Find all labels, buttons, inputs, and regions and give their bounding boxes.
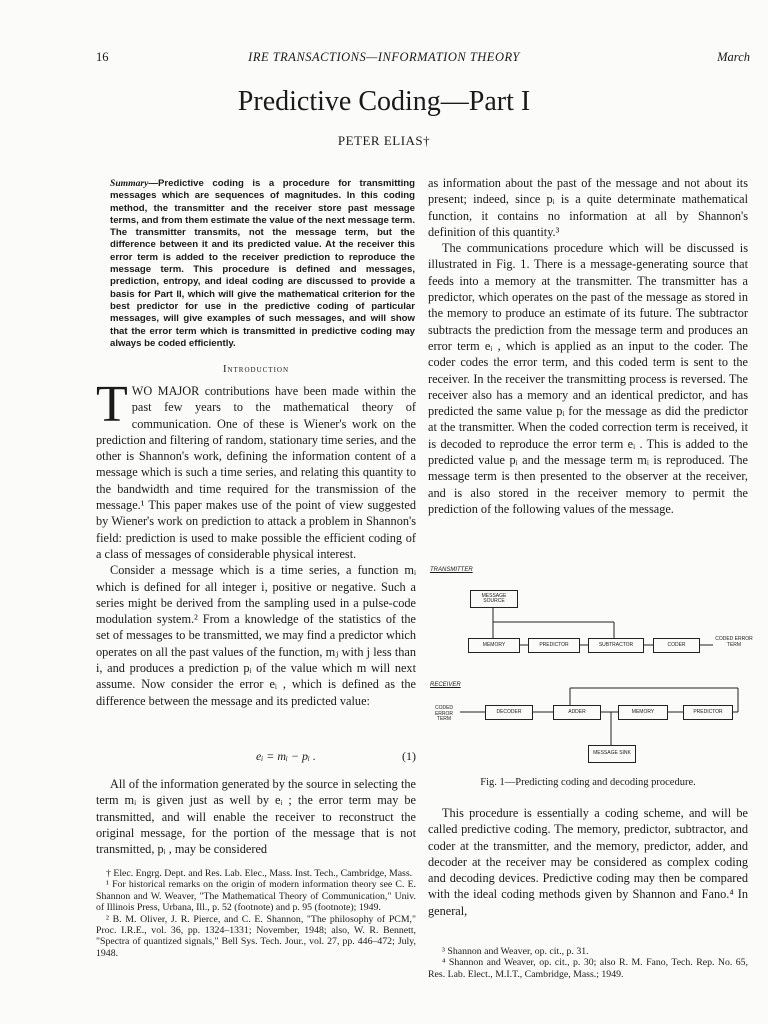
journal-header: IRE TRANSACTIONS—INFORMATION THEORY: [248, 50, 520, 64]
receiver-predictor-box: PREDICTOR: [683, 705, 733, 720]
footnote-1: ¹ For historical remarks on the origin of modern information theory see C. E. Shannon and W. Weaver, "The Mathematical Theory of Communication," Univ. of Illinois Press, Urbana, Ill., p. 52 (footnote) and p. 95 (footnote); 1949.: [96, 879, 416, 914]
footnote-dagger: † Elec. Engrg. Dept. and Res. Lab. Elec., Mass. Inst. Tech., Cambridge, Mass.: [106, 868, 413, 879]
right-paragraph-2: The communications procedure which will be discussed is illustrated in Fig. 1. There is a message-generating source that feeds into a memory at the transmitter. The transmitter has a predictor, which operates on the past of the message as stored in the memory to produce an estimate of its future. The subtractor subtracts the prediction from the message term and produces an error term eᵢ , which is applied as an input to the coder. The coder codes the error term, and this coded term is sent to the receiver. In the receiver the transmitting process is reversed. The receiver also has a memory and an identical predictor, and has predicted the same value pᵢ for the message as did the predictor at the transmitter. When the coded correction term is received, it is decoded to reproduce the error term eᵢ . This is added to the predicted value pᵢ and the message term mᵢ is reproduced. The message term is then presented to the observer at the receiver, and is also stored in the receiver memory to permit the prediction of the following values of the message.: [428, 241, 748, 516]
equation-number: (1): [402, 749, 416, 763]
issue-month: March: [717, 50, 750, 64]
summary-lead: Summary: [110, 178, 149, 189]
footnotes-right: [428, 946, 748, 980]
decoder-box: DECODER: [485, 705, 533, 720]
footnote-4: ⁴ Shannon and Weaver, op. cit., p. 30; also R. M. Fano, Tech. Rep. No. 65, Res. Lab. Elect., M.I.T., Cambridge, Mass.; 1949.: [428, 957, 748, 980]
figure-1-diagram: [428, 562, 758, 772]
right-paragraph-1: as information about the past of the message and not about its present; indeed, since pᵢ is a quite determinate mathematical function, it contains no information at all by Shannon's definition of this quantity.³: [428, 176, 748, 239]
receiver-memory-box: MEMORY: [618, 705, 668, 720]
coded-error-output: CODED ERROR TERM: [715, 636, 753, 648]
predictor-box: PREDICTOR: [528, 638, 580, 653]
dropcap-letter: T: [96, 376, 128, 433]
paper-title: Predictive Coding—Part I: [237, 86, 531, 117]
equation-expression: eᵢ = mᵢ − pᵢ .: [256, 749, 316, 763]
right-column-text: [428, 175, 748, 517]
left-paragraph-3: [96, 776, 416, 857]
coded-error-input: CODED ERROR TERM: [434, 705, 454, 722]
intro-text: [96, 376, 416, 709]
section-heading: Introduction: [222, 364, 290, 375]
author-name: PETER ELIAS†: [337, 133, 431, 148]
message-source-box: MESSAGE SOURCE: [470, 590, 518, 608]
adder-box: ADDER: [553, 705, 601, 720]
summary-text: —Predictive coding is a procedure for transmitting messages which are sequences of magnitudes. In this coding method, the transmitter and the receiver store past message terms, and from them estimate the value of the next message term. The transmitter transmits, not the message term, but the difference between it and its predicted value. At the receiver this error term is added to the receiver prediction to reproduce the message term. This procedure is defined and messages, prediction, entropy, and ideal coding are discussed to provide a basis for Part II, which will give the mathematical criterion for the best predictor for use in the predictive coding of particular messages, will give examples of such messages, and will show that the error term which is transmitted in predictive coding may always be coded efficiently.: [110, 178, 415, 349]
page-number: 16: [96, 50, 109, 64]
figure-caption: Fig. 1—Predicting coding and decoding procedure.: [480, 777, 696, 788]
right-paragraph-3-block: [428, 805, 748, 919]
message-sink-box: MESSAGE SINK: [588, 745, 636, 763]
footnote-2: ² B. M. Oliver, J. R. Pierce, and C. E. Shannon, "The philosophy of PCM," Proc. I.R.E., vol. 36, pp. 1324–1331; November, 1948; also, W. R. Bennett, "Spectra of quantized signals," Bell Sys. Tech. Jour., vol. 27, pp. 446–472; July, 1948.: [96, 913, 416, 959]
right-paragraph-3: This procedure is essentially a coding scheme, and will be called predictive coding. The memory, predictor, subtractor, and coder at the transmitter, and the memory, predictor, adder, and decoder at the receiver may be considered as complex coding and decoding devices. Predictive coding may then be compared with the ideal coding methods given by Shannon and Fano.⁴ In general,: [428, 806, 748, 918]
summary-abstract: [110, 178, 415, 350]
footnotes-left: [96, 868, 416, 959]
intro-paragraph-1: WO MAJOR contributions have been made within the past few years to the mathematical theory of communication. One of these is Wiener's work on the prediction and filtering of random, stationary time series, and the other is Shannon's work, defining the information content of a message which is such a time series, and relating this quantity to the bandwidth and time required for the transmission of the message.¹ This paper makes use of the point of view suggested by Wiener's work on prediction to attack a problem in Shannon's field: prediction is used to make possible the efficient coding of a class of messages of considerable physical interest.: [96, 384, 416, 561]
memory-box: MEMORY: [468, 638, 520, 653]
footnote-3: ³ Shannon and Weaver, op. cit., p. 31.: [442, 946, 589, 957]
transmitter-label: TRANSMITTER: [430, 567, 473, 573]
intro-paragraph-2: Consider a message which is a time series, a function mᵢ which is defined for all integer i, positive or negative. Such a series might be derived from the sampling used in a pulse-code modulation system.² From a knowledge of the statistics of the set of messages to be transmitted, we may find a predictor which operates on all the past values of the function, mⱼ with j less than i, and produces a prediction pᵢ of the value which m will next assume. Now consider the error eᵢ , which is defined as the difference between the message and its predicted value:: [96, 563, 416, 708]
left-paragraph-3-text: All of the information generated by the source in selecting the term mᵢ is given just as well by eᵢ ; the error term may be transmitted, and will enable the receiver to reconstruct the original message, for the portion of the message that is not transmitted, pᵢ , may be considered: [96, 777, 416, 857]
coder-box: CODER: [653, 638, 700, 653]
subtractor-box: SUBTRACTOR: [588, 638, 644, 653]
receiver-label: RECEIVER: [430, 682, 461, 688]
